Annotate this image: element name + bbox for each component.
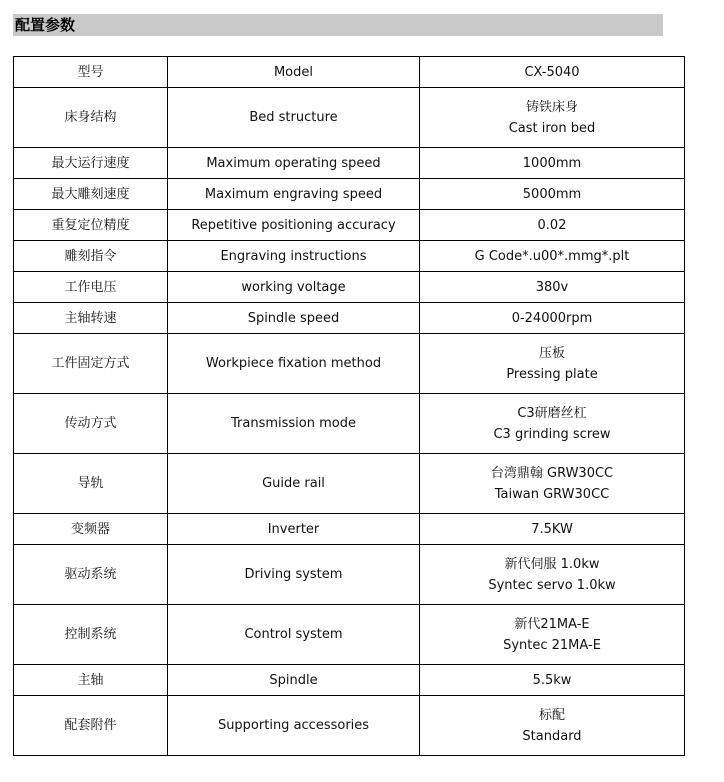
spec-value bbox=[420, 303, 685, 334]
spec-value-line: 标配 bbox=[538, 707, 565, 723]
spec-label-zh: 主轴转速 bbox=[14, 303, 168, 334]
spec-value-line: Taiwan GRW30CC bbox=[494, 486, 610, 502]
spec-row bbox=[14, 514, 685, 545]
spec-value-line: C3研磨丝杠 bbox=[517, 405, 587, 421]
spec-table-body bbox=[14, 57, 685, 756]
spec-row bbox=[14, 696, 685, 756]
spec-row bbox=[14, 88, 685, 148]
spec-value-line: 5.5kw bbox=[532, 672, 572, 688]
spec-row bbox=[14, 179, 685, 210]
spec-value bbox=[420, 179, 685, 210]
spec-value bbox=[420, 545, 685, 605]
spec-value-line: 5000mm bbox=[522, 186, 582, 202]
spec-value bbox=[420, 514, 685, 545]
spec-label-en: Repetitive positioning accuracy bbox=[168, 210, 420, 241]
spec-value bbox=[420, 605, 685, 665]
spec-value bbox=[420, 454, 685, 514]
spec-label-zh: 控制系统 bbox=[14, 605, 168, 665]
spec-value-line: 台湾鼎翰 GRW30CC bbox=[490, 465, 614, 481]
spec-value-line: 380v bbox=[535, 279, 569, 295]
spec-value bbox=[420, 241, 685, 272]
spec-label-en: Bed structure bbox=[168, 88, 420, 148]
spec-value bbox=[420, 394, 685, 454]
spec-row bbox=[14, 272, 685, 303]
spec-table bbox=[13, 56, 685, 756]
spec-value-line: 0-24000rpm bbox=[511, 310, 593, 326]
spec-value-line: 新代伺服 1.0kw bbox=[504, 556, 600, 572]
spec-value-line: 0.02 bbox=[537, 217, 567, 233]
spec-label-zh: 型号 bbox=[14, 57, 168, 88]
spec-value bbox=[420, 210, 685, 241]
spec-value-line: 压板 bbox=[538, 345, 565, 361]
spec-row bbox=[14, 545, 685, 605]
spec-label-zh: 传动方式 bbox=[14, 394, 168, 454]
spec-row bbox=[14, 241, 685, 272]
spec-label-zh: 变频器 bbox=[14, 514, 168, 545]
spec-label-en: Model bbox=[168, 57, 420, 88]
spec-label-en: Supporting accessories bbox=[168, 696, 420, 756]
spec-value-line: CX-5040 bbox=[524, 64, 580, 80]
spec-value bbox=[420, 272, 685, 303]
spec-label-zh: 工件固定方式 bbox=[14, 334, 168, 394]
spec-label-en: Inverter bbox=[168, 514, 420, 545]
spec-row bbox=[14, 210, 685, 241]
spec-value bbox=[420, 88, 685, 148]
spec-label-en: Engraving instructions bbox=[168, 241, 420, 272]
spec-row bbox=[14, 394, 685, 454]
spec-row bbox=[14, 665, 685, 696]
spec-value-line: Pressing plate bbox=[506, 366, 598, 382]
spec-label-zh: 最大运行速度 bbox=[14, 148, 168, 179]
section-header bbox=[13, 14, 663, 36]
spec-row bbox=[14, 57, 685, 88]
spec-value bbox=[420, 148, 685, 179]
spec-row bbox=[14, 605, 685, 665]
spec-label-zh: 最大雕刻速度 bbox=[14, 179, 168, 210]
spec-label-en: Guide rail bbox=[168, 454, 420, 514]
spec-label-zh: 雕刻指令 bbox=[14, 241, 168, 272]
spec-label-zh: 工作电压 bbox=[14, 272, 168, 303]
spec-value-line: C3 grinding screw bbox=[493, 426, 611, 442]
spec-label-en: Workpiece fixation method bbox=[168, 334, 420, 394]
section-title: 配置参数 bbox=[15, 16, 76, 34]
spec-value-line: 新代21MA-E bbox=[514, 616, 590, 632]
spec-label-zh: 重复定位精度 bbox=[14, 210, 168, 241]
spec-label-zh: 主轴 bbox=[14, 665, 168, 696]
spec-label-en: Driving system bbox=[168, 545, 420, 605]
spec-label-en: working voltage bbox=[168, 272, 420, 303]
spec-value-line: Syntec 21MA-E bbox=[503, 637, 601, 653]
spec-label-zh: 驱动系统 bbox=[14, 545, 168, 605]
spec-value bbox=[420, 334, 685, 394]
spec-label-en: Spindle bbox=[168, 665, 420, 696]
spec-value bbox=[420, 696, 685, 756]
spec-label-en: Maximum operating speed bbox=[168, 148, 420, 179]
spec-label-en: Control system bbox=[168, 605, 420, 665]
spec-row bbox=[14, 148, 685, 179]
spec-row bbox=[14, 454, 685, 514]
spec-label-zh: 床身结构 bbox=[14, 88, 168, 148]
spec-label-en: Maximum engraving speed bbox=[168, 179, 420, 210]
spec-value-line: Cast iron bed bbox=[508, 120, 596, 136]
spec-value bbox=[420, 665, 685, 696]
spec-label-en: Transmission mode bbox=[168, 394, 420, 454]
spec-row bbox=[14, 334, 685, 394]
spec-label-en: Spindle speed bbox=[168, 303, 420, 334]
spec-label-zh: 导轨 bbox=[14, 454, 168, 514]
spec-value bbox=[420, 57, 685, 88]
spec-value-line: Standard bbox=[522, 728, 582, 744]
spec-value-line: 7.5KW bbox=[531, 521, 573, 537]
spec-value-line: Syntec servo 1.0kw bbox=[488, 577, 616, 593]
spec-value-line: G Code*.u00*.mmg*.plt bbox=[474, 248, 630, 264]
spec-value-line: 铸铁床身 bbox=[525, 99, 578, 115]
spec-row bbox=[14, 303, 685, 334]
spec-value-line: 1000mm bbox=[522, 155, 582, 171]
spec-label-zh: 配套附件 bbox=[14, 696, 168, 756]
